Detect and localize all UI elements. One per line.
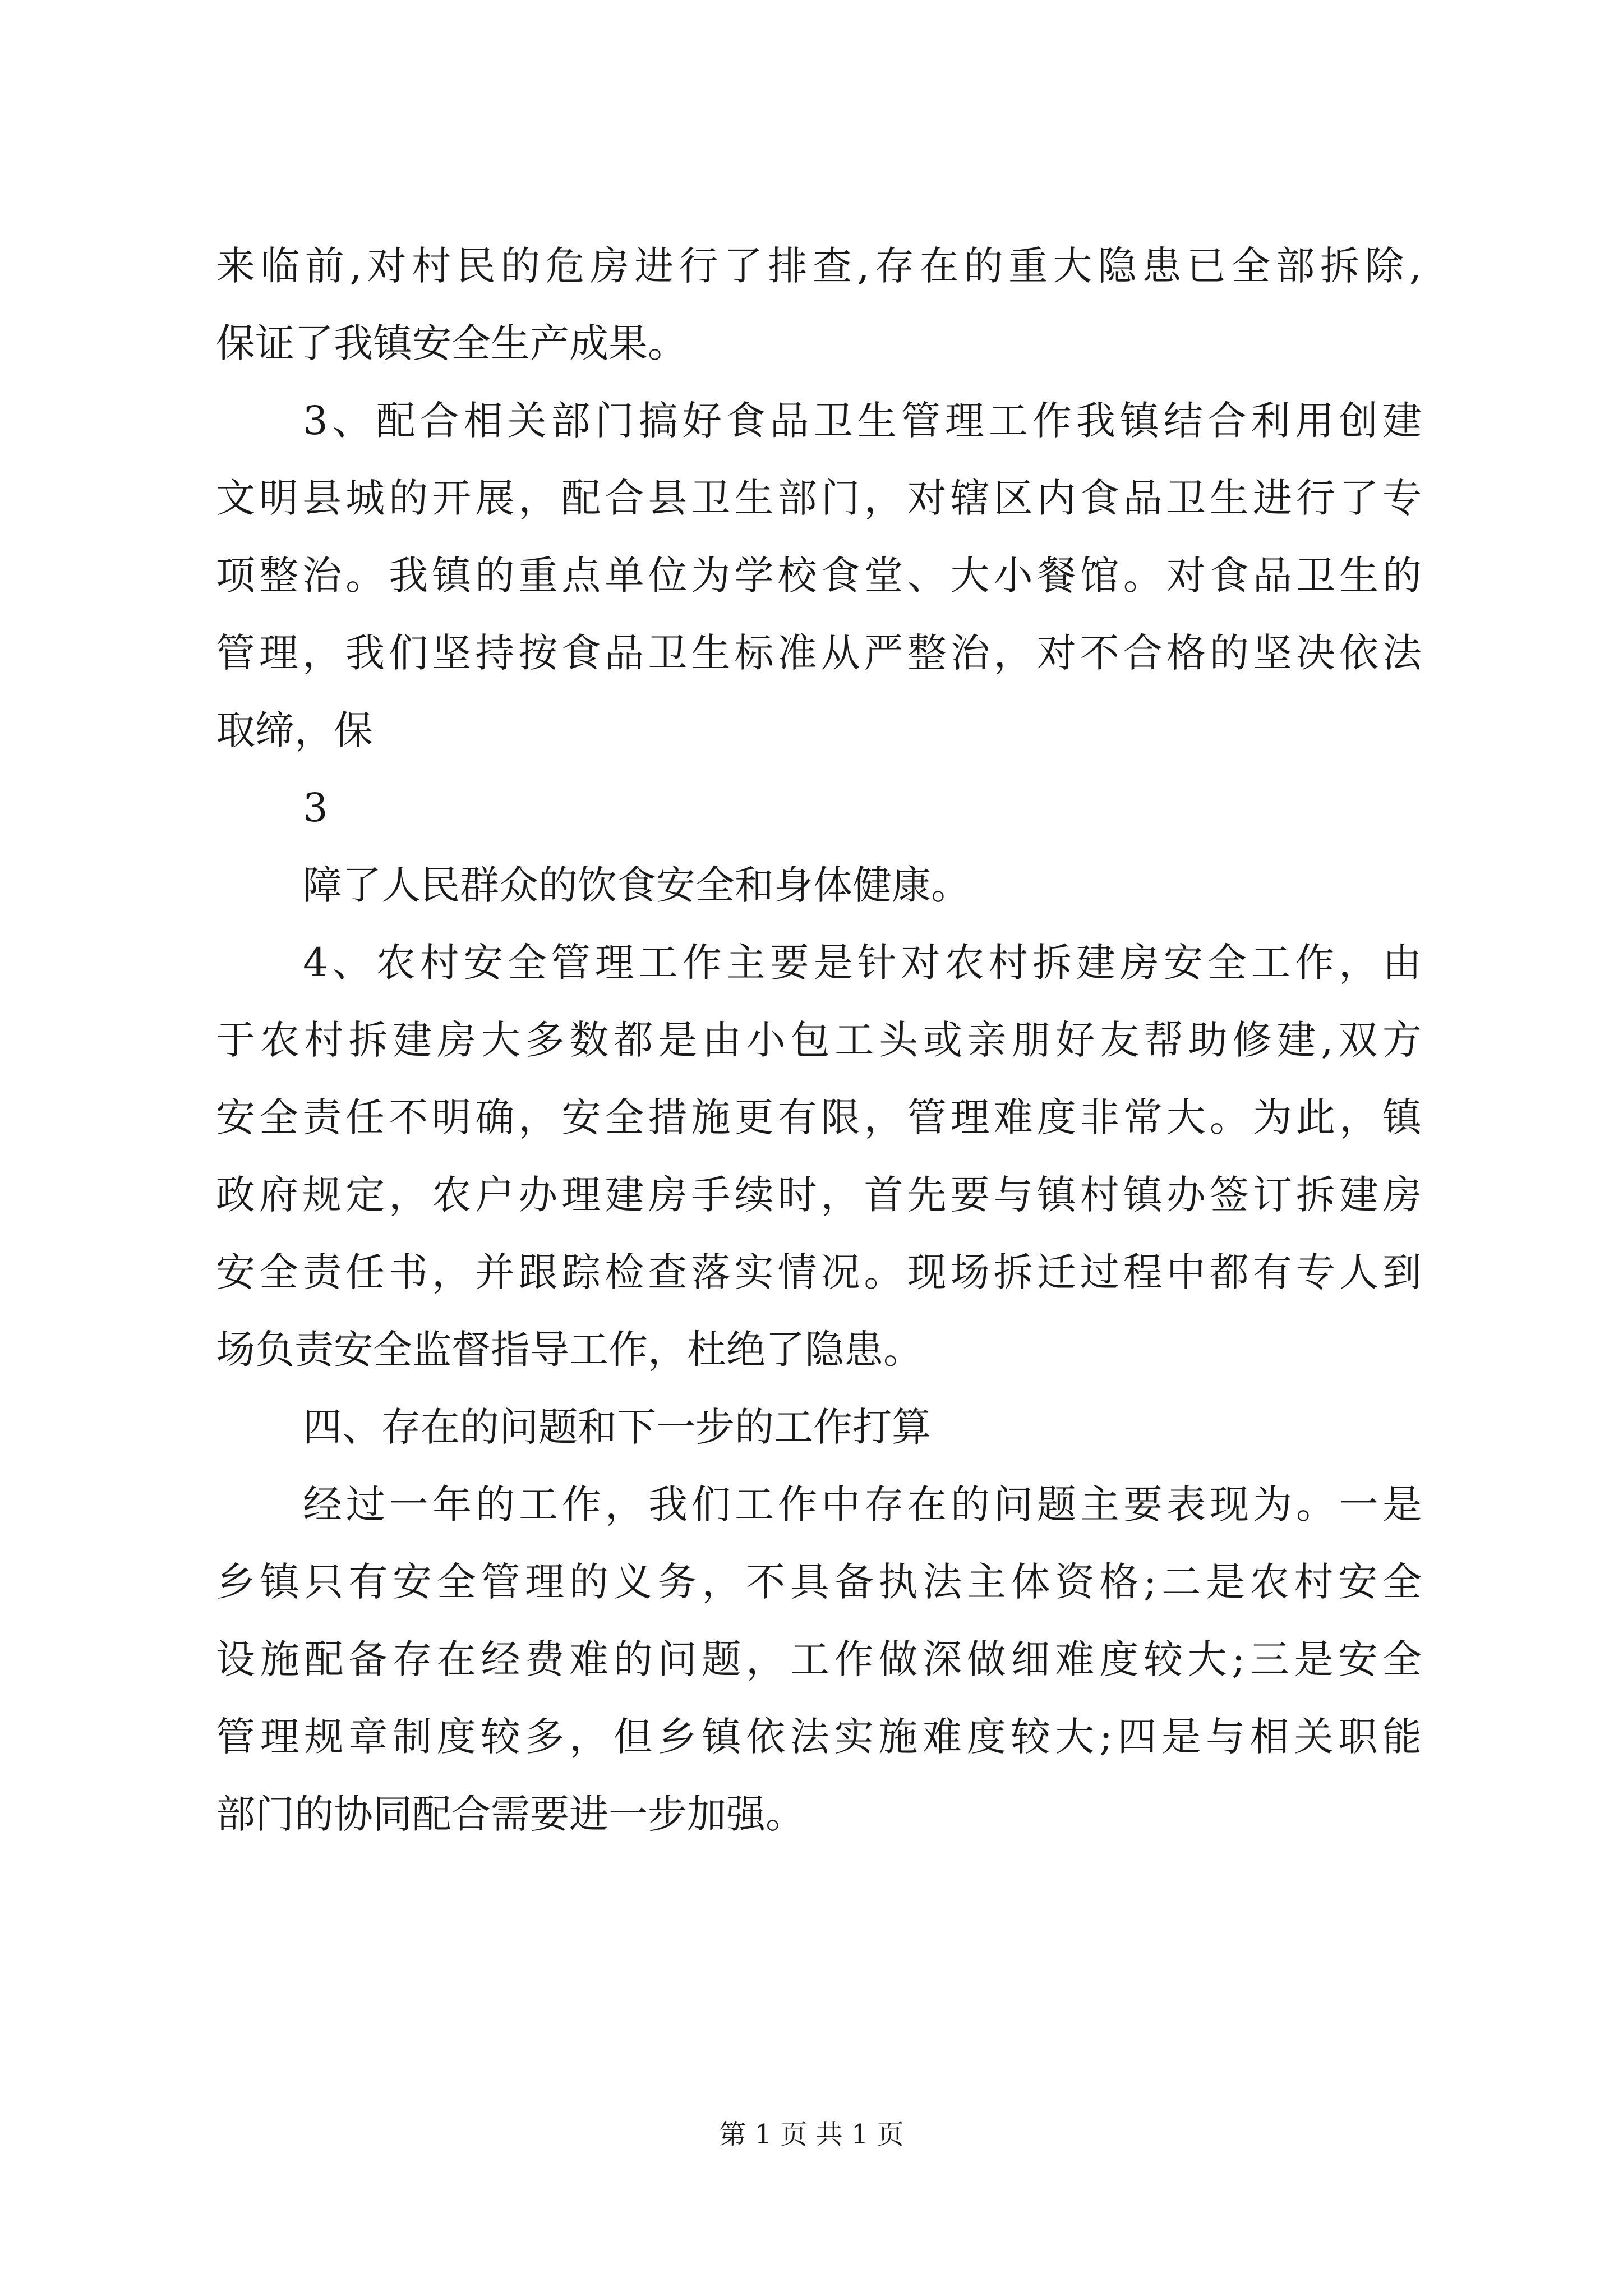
text-line: 于农村拆建房大多数都是由小包工头或亲朋好友帮助修建,双方 [216, 1017, 1422, 1063]
text-line: 文明县城的开展，配合县卫生部门，对辖区内食品卫生进行了专 [216, 475, 1422, 521]
text-line: 障了人民群众的饮食安全和身体健康。 [303, 862, 970, 908]
text-line: 乡镇只有安全管理的义务，不具备执法主体资格;二是农村安全 [216, 1559, 1422, 1605]
text-line: 4、农村安全管理工作主要是针对农村拆建房安全工作，由 [303, 940, 1422, 986]
text-line: 来临前,对村民的危房进行了排查,存在的重大隐患已全部拆除, [216, 243, 1422, 289]
text-line: 保证了我镇安全生产成果。 [216, 320, 687, 366]
text-line: 安全责任不明确，安全措施更有限，管理难度非常大。为此，镇 [216, 1094, 1422, 1140]
text-line: 管理，我们坚持按食品卫生标准从严整治，对不合格的坚决依法 [216, 630, 1422, 676]
text-line: 项整治。我镇的重点单位为学校食堂、大小餐馆。对食品卫生的 [216, 553, 1422, 599]
page-break-number: 3 [303, 785, 328, 831]
text-line: 部门的协同配合需要进一步加强。 [216, 1791, 805, 1837]
text-line: 管理规章制度较多，但乡镇依法实施难度较大;四是与相关职能 [216, 1714, 1422, 1760]
text-line: 经过一年的工作，我们工作中存在的问题主要表现为。一是 [303, 1481, 1422, 1527]
text-line: 政府规定，农户办理建房手续时，首先要与镇村镇办签订拆建房 [216, 1172, 1422, 1218]
page-footer: 第 1 页 共 1 页 [719, 2119, 904, 2150]
text-line: 设施配备存在经费难的问题，工作做深做细难度较大;三是安全 [216, 1636, 1422, 1682]
section-heading: 四、存在的问题和下一步的工作打算 [303, 1404, 931, 1450]
text-line: 场负责安全监督指导工作，杜绝了隐患。 [216, 1327, 923, 1373]
text-line: 取缔，保 [216, 707, 373, 753]
text-line: 安全责任书，并跟踪检查落实情况。现场拆迁过程中都有专人到 [216, 1249, 1422, 1295]
text-line: 3、配合相关部门搞好食品卫生管理工作我镇结合利用创建 [303, 398, 1422, 444]
document-body [216, 227, 1422, 1853]
